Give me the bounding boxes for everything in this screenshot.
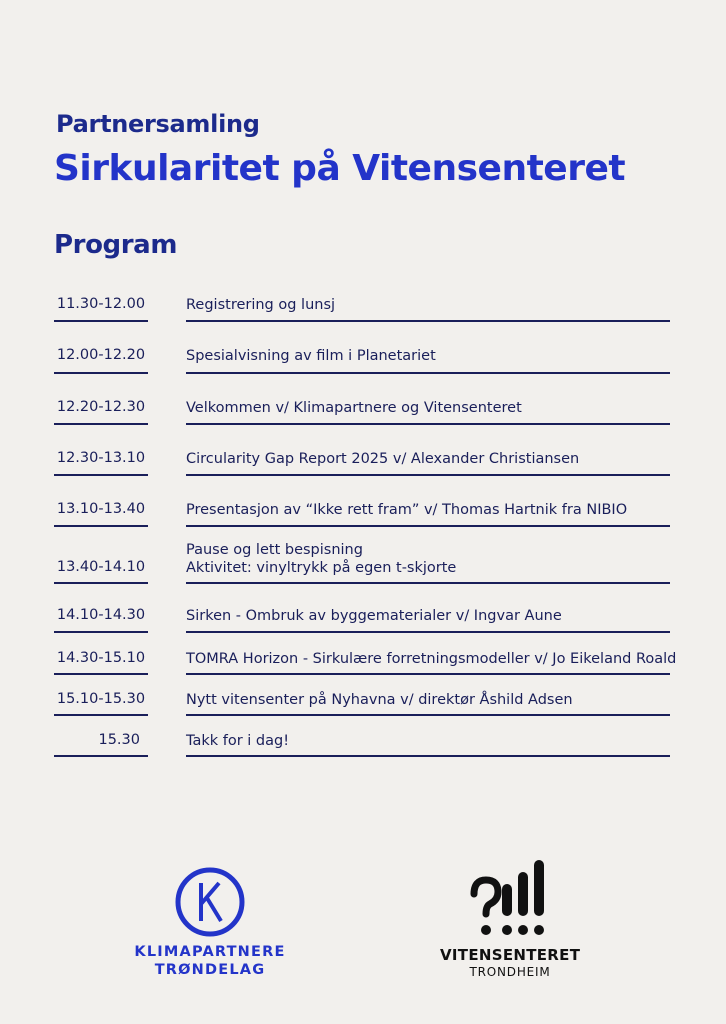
program-time: 12.20-12.30 bbox=[56, 399, 146, 415]
klimapartnere-logo bbox=[130, 862, 290, 982]
program-description: Takk for i dag! bbox=[186, 733, 290, 749]
time-divider bbox=[54, 673, 148, 675]
program-time: 12.00-12.20 bbox=[56, 347, 146, 363]
time-divider bbox=[54, 525, 148, 527]
description-divider bbox=[186, 582, 670, 584]
time-divider bbox=[54, 755, 148, 757]
klimapartnere-name: KLIMAPARTNERE bbox=[134, 944, 286, 960]
subtitle: Partnersamling bbox=[56, 110, 260, 138]
program-description: Circularity Gap Report 2025 v/ Alexander Christiansen bbox=[186, 451, 580, 467]
description-divider bbox=[186, 320, 670, 322]
time-divider bbox=[54, 423, 148, 425]
section-heading: Program bbox=[54, 230, 178, 260]
program-time: 13.10-13.40 bbox=[56, 501, 146, 517]
description-divider bbox=[186, 714, 670, 716]
page-title: Sirkularitet på Vitensenteret bbox=[54, 148, 626, 189]
program-time: 14.10-14.30 bbox=[56, 607, 146, 623]
program-time: 11.30-12.00 bbox=[56, 296, 146, 312]
description-divider bbox=[186, 423, 670, 425]
time-divider bbox=[54, 582, 148, 584]
program-description: Presentasjon av “Ikke rett fram” v/ Thomas Hartnik fra NIBIO bbox=[186, 502, 628, 518]
time-divider bbox=[54, 474, 148, 476]
program-description: TOMRA Horizon - Sirkulære forretningsmodeller v/ Jo Eikeland Roald bbox=[186, 651, 677, 667]
program-description: Spesialvisning av film i Planetariet bbox=[186, 348, 436, 364]
program-time: 12.30-13.10 bbox=[56, 450, 146, 466]
program-description: Pause og lett bespisning bbox=[186, 542, 363, 558]
description-divider bbox=[186, 673, 670, 675]
program-description: Nytt vitensenter på Nyhavna v/ direktør Åshild Adsen bbox=[186, 692, 573, 708]
description-divider bbox=[186, 474, 670, 476]
time-divider bbox=[54, 372, 148, 374]
time-divider bbox=[54, 320, 148, 322]
program-description: Velkommen v/ Klimapartnere og Vitensenteret bbox=[186, 400, 522, 416]
vitensenteret-mark-icon bbox=[468, 858, 552, 942]
program-time: 14.30-15.10 bbox=[56, 650, 146, 666]
klimapartnere-region: TRØNDELAG bbox=[154, 962, 266, 978]
vitensenteret-name: VITENSENTERET bbox=[440, 946, 581, 964]
program-time: 13.40-14.10 bbox=[56, 559, 146, 575]
vitensenteret-logo bbox=[440, 858, 580, 984]
description-divider bbox=[186, 525, 670, 527]
klimapartnere-k-icon bbox=[174, 866, 246, 938]
program-time: 15.30 bbox=[98, 732, 140, 748]
program-description: Registrering og lunsj bbox=[186, 297, 336, 313]
vitensenteret-city: TRONDHEIM bbox=[469, 965, 551, 979]
time-divider bbox=[54, 714, 148, 716]
program-time: 15.10-15.30 bbox=[56, 691, 146, 707]
description-divider bbox=[186, 372, 670, 374]
description-divider bbox=[186, 631, 670, 633]
program-description-line2: Aktivitet: vinyltrykk på egen t-skjorte bbox=[186, 560, 457, 576]
program-description: Sirken - Ombruk av byggematerialer v/ Ingvar Aune bbox=[186, 608, 562, 624]
time-divider bbox=[54, 631, 148, 633]
description-divider bbox=[186, 755, 670, 757]
